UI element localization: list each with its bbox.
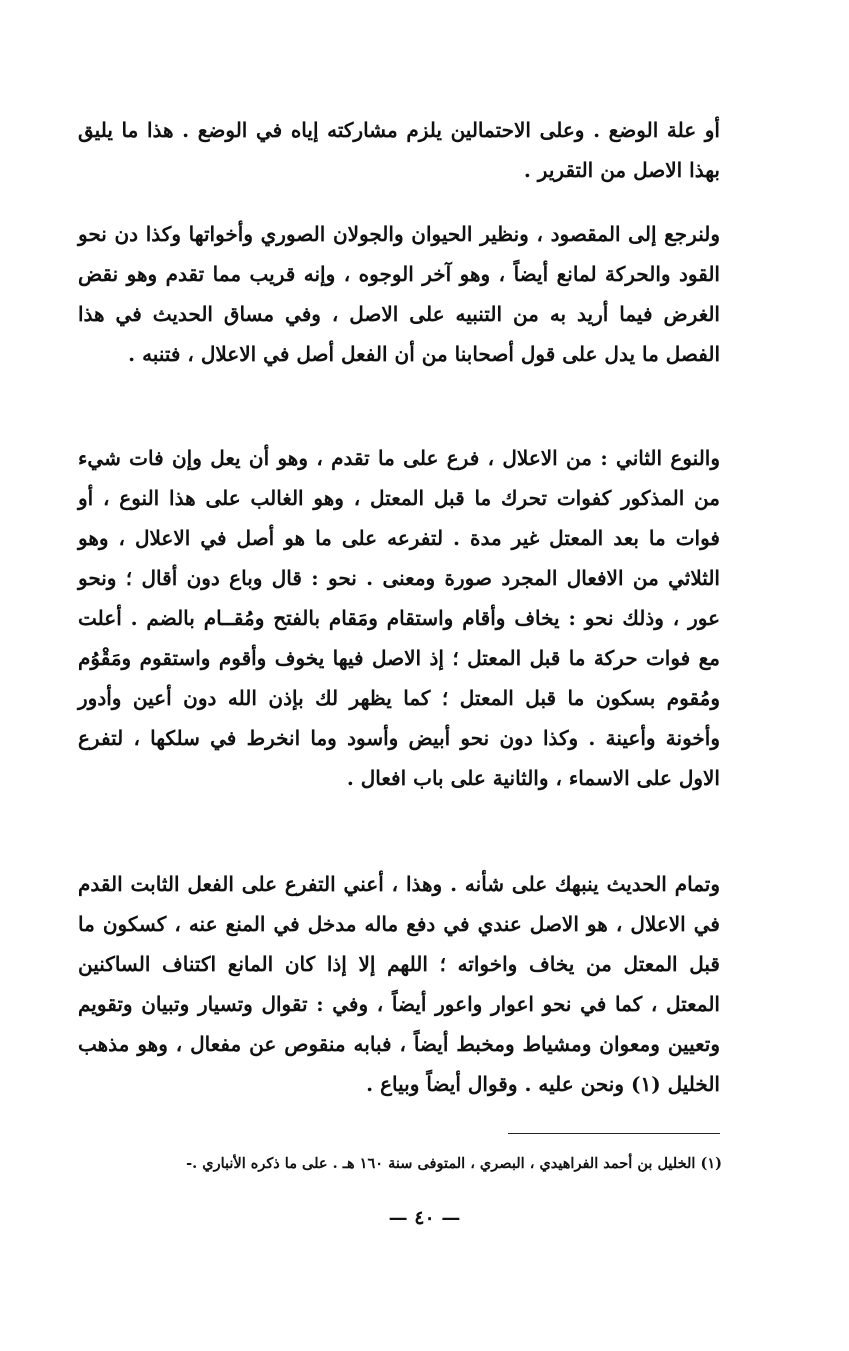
paragraph-4: وتمام الحديث ينبهك على شأنه . وهذا ، أعني التفرع على الفعل الثابت القدم في الاعلال ، هو الاصل عندي في دفع ماله مدخل في المنع عنه ، كسكون ما قبل المعتل من يخاف واخواته ؛ اللهم إلا إذا كان المانع اكتناف الساكنين المعتل ، كما في نحو اعوار واعور أيضاً ، وفي : تقوال وتسيار وتبيان وتقويم وتعيين ومعوان ومشياط ومخبط أيضاً ، فبابه منقوص عن مفعال ، وهو مذهب الخليل (١) ونحن عليه . وقوال أيضاً وبياع . [78,872,720,1096]
page-number: — ٤٠ — [388,1207,461,1229]
footnote-divider [508,1133,720,1134]
paragraph-3: والنوع الثاني : من الاعلال ، فرع على ما تقدم ، وهو أن يعل وإن فات شيء من المذكور كفوات تحرك ما قبل المعتل ، وهو الغالب على هذا النوع ، أو فوات ما بعد المعتل غير مدة . لتفرعه على ما هو أصل في الاعلال ، وهو الثلاثي من الافعال المجرد صورة ومعنى . نحو : قال وباع دون أقال ؛ ونحو عور ، وذلك نحو : يخاف وأقام واستقام ومَقام بالفتح ومُقــام بالضم . أعلت مع فوات حركة ما قبل المعتل ؛ إذ الاصل فيها يخوف وأقوم واستقوم ومَقْوُم ومُقوم بسكون ما قبل المعتل ؛ كما يظهر لك بإذن الله دون أعين وأدور وأخونة وأعينة . وكذا دون نحو أبيض وأسود وما انخرط في سلكها ، لتفرع الاول على الاسماء ، والثانية على باب افعال . [78,446,720,790]
paragraph-2: ولنرجع إلى المقصود ، ونظير الحيوان والجولان الصوري وأخواتها وكذا دن نحو القود والحركة لمانع أيضاً ، وهو آخر الوجوه ، وإنه قريب مما تقدم وهو نقض الغرض فيما أريد به من التنبيه على الاصل ، وفي مساق الحديث في هذا الفصل ما يدل على قول أصحابنا من أن الفعل أصل في الاعلال ، فتنبه . [78,222,720,366]
footnote: (١) الخليل بن أحمد الفراهيدي ، البصري ، المتوفى سنة ١٦٠ هـ . على ما ذكره الأنباري .- [186,1155,722,1172]
paragraph-1: أو علة الوضع . وعلى الاحتمالين يلزم مشاركته إياه في الوضع . هذا ما يليق بهذا الاصل من التقرير . [78,118,720,182]
